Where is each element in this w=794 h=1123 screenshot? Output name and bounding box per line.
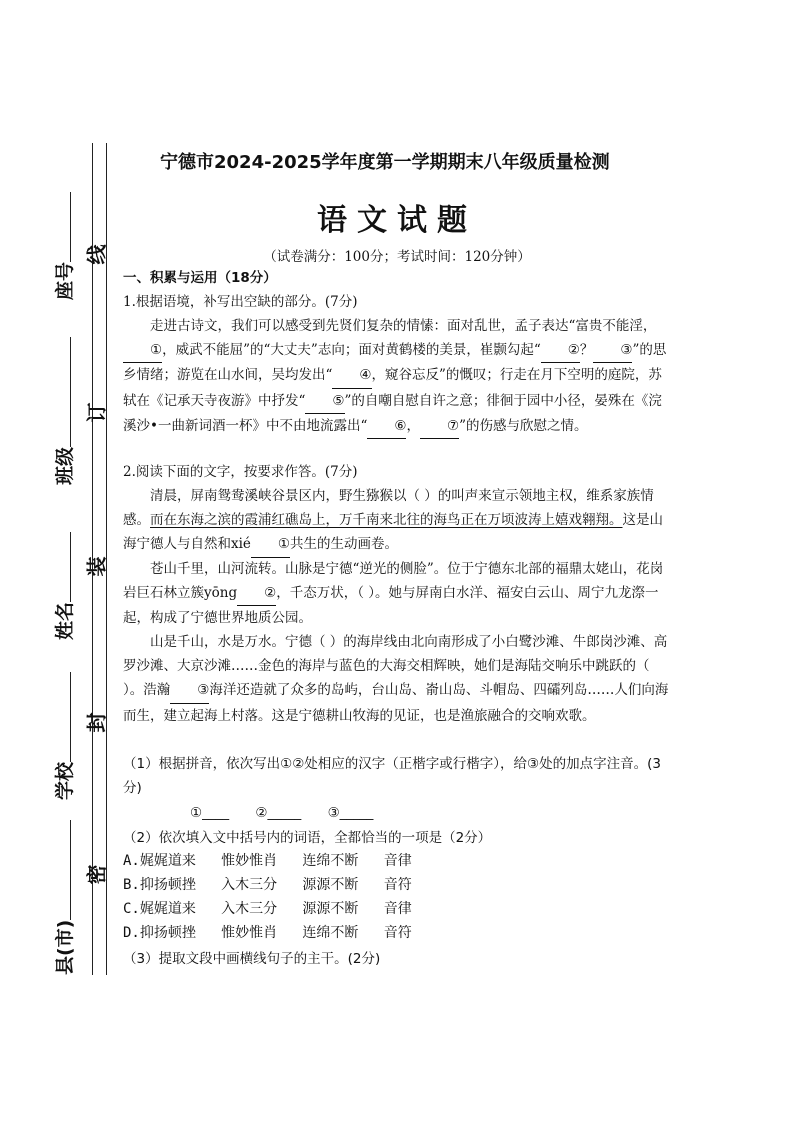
option-d[interactable]: D.抑扬顿挫 惟妙惟肖 连绵不断 音符 bbox=[123, 925, 412, 941]
binding-mark-line: 线 bbox=[84, 244, 109, 265]
binding-mark-secret: 密 bbox=[84, 864, 109, 885]
name-label: 姓名 bbox=[50, 532, 77, 640]
blank-1[interactable]: ① bbox=[123, 338, 162, 363]
binding-mark-seal: 封 bbox=[84, 712, 109, 733]
answer-blank-1[interactable]: ①____ bbox=[190, 805, 230, 821]
blank-6[interactable]: ⑥ bbox=[367, 414, 406, 439]
class-label: 班级 bbox=[50, 337, 77, 485]
underlined-sentence: 而在东海之滨的霞浦红礁岛上，万千南来北往的海鸟正在万顷波涛上嬉戏翱翔。 bbox=[150, 512, 623, 529]
blank-4[interactable]: ④ bbox=[332, 363, 371, 388]
sub-question-1: （1）根据拼音，依次写出①②处相应的汉字（正楷字或行楷字），给③处的加点字注音。(3分) bbox=[123, 756, 662, 797]
sub-question-3: （3）提取文段中画横线句子的主干。(2分) bbox=[123, 951, 381, 967]
answer-blank-3[interactable]: ③_____ bbox=[327, 805, 374, 821]
blank-2[interactable]: ② bbox=[541, 338, 580, 363]
section-heading: 一、积累与运用（18分） bbox=[123, 270, 277, 286]
school-label: 学校 bbox=[50, 672, 77, 800]
pinyin-blank-3[interactable]: ③ bbox=[170, 678, 209, 703]
subject-title: 语文试题 bbox=[317, 203, 477, 238]
question-1-stem: 1.根据语境，补写出空缺的部分。(7分) bbox=[123, 294, 358, 310]
passage-paragraph-2: 苍山千里，山河流转。山脉是宁德“逆光的侧脸”。位于宁德东北部的福鼎太姥山，花岗岩巨石林立簇yōng ②，千态万状，（ ）。她与屏南白水洋、福安白云山、周宁九龙漈一起，构成了宁德世界地质公园。 bbox=[123, 561, 664, 627]
option-c[interactable]: C.娓娓道来 入木三分 源源不断 音律 bbox=[123, 901, 412, 917]
pinyin-blank-1[interactable]: ① bbox=[251, 532, 290, 557]
question-2-stem: 2.阅读下面的文字，按要求作答。(7分) bbox=[123, 464, 358, 480]
county-label: 县(市) bbox=[50, 820, 77, 975]
blank-7[interactable]: ⑦ bbox=[420, 414, 459, 439]
seat-number-label: 座号 bbox=[50, 192, 77, 300]
question-1-passage: 走进古诗文，我们可以感受到先贤们复杂的情愫：面对乱世，孟子表达“富贵不能淫，①，威武不能屈”的“大丈夫”志向；面对黄鹤楼的美景，崔颢勾起“ ②？ ③”的思乡情绪；游览在山水间，吴均发出“ ④，窥谷忘反”的慨叹；行走在月下空明的庭院，苏轼在《记承天寺夜游》中抒发“ ⑤”的自嘲自慰自许之意；徘徊于园中小径，晏殊在《浣溪沙•一曲新词酒一杯》中不由地流露出“ ⑥， ⑦”的伤感与欣慰之情。 bbox=[123, 314, 671, 439]
option-a[interactable]: A.娓娓道来 惟妙惟肖 连绵不断 音律 bbox=[123, 853, 412, 869]
sub-question-2: （2）依次填入文中括号内的词语，全都恰当的一项是（2分） bbox=[123, 830, 492, 846]
answer-blank-2[interactable]: ②_____ bbox=[255, 805, 302, 821]
blank-5[interactable]: ⑤ bbox=[305, 389, 344, 414]
binding-mark-install: 装 bbox=[84, 556, 109, 577]
binding-mark-order: 订 bbox=[84, 402, 109, 423]
option-b[interactable]: B.抑扬顿挫 入木三分 源源不断 音符 bbox=[123, 877, 412, 893]
answer-blanks bbox=[190, 801, 590, 825]
blank-3[interactable]: ③ bbox=[593, 338, 632, 363]
exam-info: （试卷满分：100分；考试时间：120分钟） bbox=[263, 249, 531, 265]
exam-title: 宁德市2024-2025学年度第一学期期末八年级质量检测 bbox=[160, 152, 610, 173]
passage-paragraph-1: 清晨，屏南鸳鸯溪峡谷景区内，野生猕猴以（ ）的叫声来宣示领地主权，维系家族情感。而在东海之滨的霞浦红礁岛上，万千南来北往的海鸟正在万顷波涛上嬉戏翱翔。这是山海宁德人与自然和xié ①共生的生动画卷。 bbox=[123, 484, 671, 558]
passage-paragraph-3: 山是千山，水是万水。宁德（ ）的海岸线由北向南形成了小白鹭沙滩、牛郎岗沙滩、高罗沙滩、大京沙滩……金色的海岸与蓝色的大海交相辉映，她们是海陆交响乐中跳跃的（ ）。浩瀚 ③海洋还造就了众多的岛屿，台山岛、嵛山岛、斗帽岛、四礵列岛……人们向海而生，建立起海上村落。这是宁德耕山牧海的见证，也是渔旅融合的交响欢歌。 bbox=[123, 634, 669, 724]
pinyin-blank-2[interactable]: ② bbox=[237, 581, 276, 606]
